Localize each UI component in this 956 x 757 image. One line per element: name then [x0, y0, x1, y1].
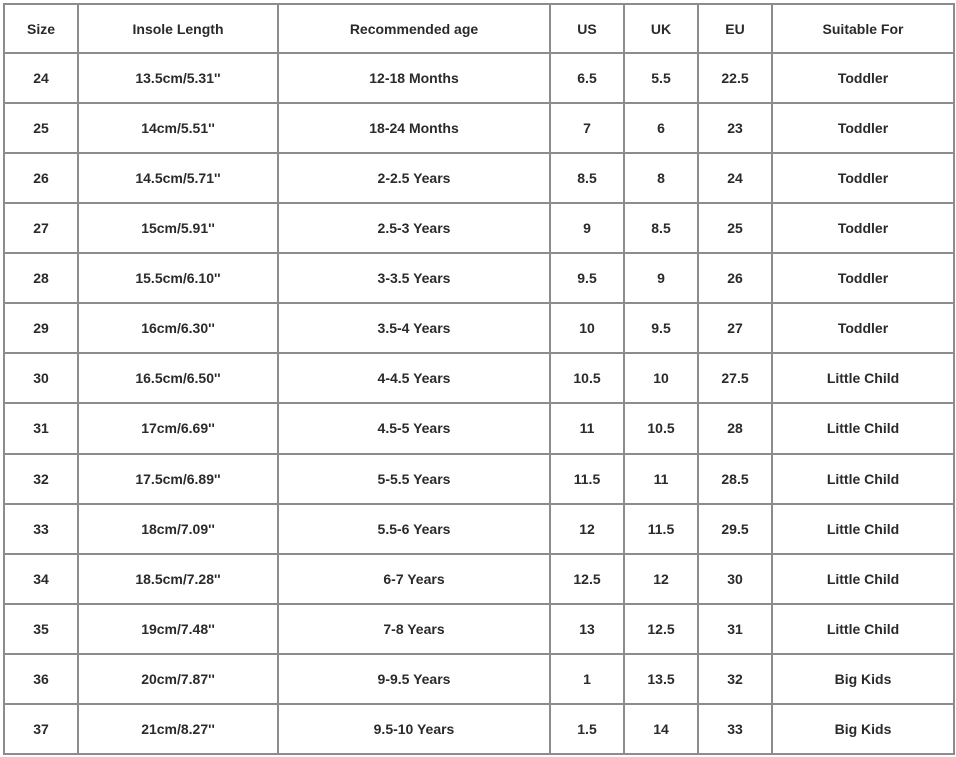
cell-eu: 23	[698, 103, 772, 153]
cell-insole-length: 16cm/6.30''	[78, 303, 278, 353]
cell-suitable-for: Little Child	[772, 403, 954, 453]
cell-insole-length: 14cm/5.51''	[78, 103, 278, 153]
header-insole-length: Insole Length	[78, 4, 278, 53]
cell-size: 36	[4, 654, 78, 704]
cell-insole-length: 18cm/7.09''	[78, 504, 278, 554]
cell-suitable-for: Little Child	[772, 353, 954, 403]
cell-size: 35	[4, 604, 78, 654]
cell-suitable-for: Toddler	[772, 253, 954, 303]
cell-uk: 14	[624, 704, 698, 754]
cell-size: 24	[4, 53, 78, 103]
cell-us: 13	[550, 604, 624, 654]
cell-us: 12.5	[550, 554, 624, 604]
cell-suitable-for: Toddler	[772, 53, 954, 103]
header-uk: UK	[624, 4, 698, 53]
cell-uk: 8.5	[624, 203, 698, 253]
cell-us: 1	[550, 654, 624, 704]
cell-insole-length: 15.5cm/6.10''	[78, 253, 278, 303]
cell-suitable-for: Toddler	[772, 103, 954, 153]
cell-suitable-for: Little Child	[772, 504, 954, 554]
cell-eu: 33	[698, 704, 772, 754]
cell-insole-length: 14.5cm/5.71''	[78, 153, 278, 203]
cell-insole-length: 16.5cm/6.50''	[78, 353, 278, 403]
header-eu: EU	[698, 4, 772, 53]
cell-us: 11.5	[550, 454, 624, 504]
header-size: Size	[4, 4, 78, 53]
cell-size: 28	[4, 253, 78, 303]
table-row	[4, 604, 954, 654]
cell-recommended-age: 3-3.5 Years	[278, 253, 550, 303]
table-header-row	[4, 4, 954, 53]
cell-eu: 25	[698, 203, 772, 253]
cell-suitable-for: Toddler	[772, 153, 954, 203]
cell-uk: 9	[624, 253, 698, 303]
cell-recommended-age: 9-9.5 Years	[278, 654, 550, 704]
cell-eu: 28	[698, 403, 772, 453]
table-row	[4, 203, 954, 253]
cell-eu: 30	[698, 554, 772, 604]
cell-us: 12	[550, 504, 624, 554]
cell-recommended-age: 18-24 Months	[278, 103, 550, 153]
table-row	[4, 353, 954, 403]
cell-insole-length: 17cm/6.69''	[78, 403, 278, 453]
cell-size: 31	[4, 403, 78, 453]
cell-eu: 31	[698, 604, 772, 654]
cell-uk: 12	[624, 554, 698, 604]
cell-us: 11	[550, 403, 624, 453]
cell-insole-length: 21cm/8.27''	[78, 704, 278, 754]
header-recommended-age: Recommended age	[278, 4, 550, 53]
table-row	[4, 253, 954, 303]
cell-insole-length: 17.5cm/6.89''	[78, 454, 278, 504]
table-row	[4, 554, 954, 604]
size-chart-table	[3, 3, 955, 755]
cell-uk: 12.5	[624, 604, 698, 654]
cell-suitable-for: Little Child	[772, 554, 954, 604]
cell-uk: 13.5	[624, 654, 698, 704]
cell-uk: 11.5	[624, 504, 698, 554]
table-row	[4, 504, 954, 554]
table-row	[4, 303, 954, 353]
cell-size: 34	[4, 554, 78, 604]
cell-recommended-age: 2.5-3 Years	[278, 203, 550, 253]
cell-us: 9	[550, 203, 624, 253]
cell-us: 7	[550, 103, 624, 153]
cell-recommended-age: 6-7 Years	[278, 554, 550, 604]
cell-eu: 27	[698, 303, 772, 353]
cell-uk: 9.5	[624, 303, 698, 353]
table-row	[4, 454, 954, 504]
cell-size: 26	[4, 153, 78, 203]
cell-recommended-age: 2-2.5 Years	[278, 153, 550, 203]
cell-eu: 28.5	[698, 454, 772, 504]
cell-size: 32	[4, 454, 78, 504]
cell-recommended-age: 4.5-5 Years	[278, 403, 550, 453]
cell-size: 30	[4, 353, 78, 403]
table-row	[4, 704, 954, 754]
cell-recommended-age: 5.5-6 Years	[278, 504, 550, 554]
cell-insole-length: 20cm/7.87''	[78, 654, 278, 704]
cell-uk: 6	[624, 103, 698, 153]
cell-insole-length: 15cm/5.91''	[78, 203, 278, 253]
cell-suitable-for: Toddler	[772, 303, 954, 353]
cell-uk: 5.5	[624, 53, 698, 103]
table-body	[4, 53, 954, 754]
header-suitable-for: Suitable For	[772, 4, 954, 53]
cell-us: 10	[550, 303, 624, 353]
cell-us: 6.5	[550, 53, 624, 103]
cell-recommended-age: 5-5.5 Years	[278, 454, 550, 504]
cell-us: 10.5	[550, 353, 624, 403]
cell-us: 1.5	[550, 704, 624, 754]
cell-size: 27	[4, 203, 78, 253]
table-row	[4, 103, 954, 153]
cell-insole-length: 13.5cm/5.31''	[78, 53, 278, 103]
cell-recommended-age: 4-4.5 Years	[278, 353, 550, 403]
cell-eu: 29.5	[698, 504, 772, 554]
cell-uk: 11	[624, 454, 698, 504]
cell-eu: 27.5	[698, 353, 772, 403]
header-us: US	[550, 4, 624, 53]
cell-eu: 26	[698, 253, 772, 303]
cell-eu: 22.5	[698, 53, 772, 103]
cell-recommended-age: 7-8 Years	[278, 604, 550, 654]
cell-suitable-for: Little Child	[772, 454, 954, 504]
cell-us: 9.5	[550, 253, 624, 303]
table-row	[4, 403, 954, 453]
cell-suitable-for: Little Child	[772, 604, 954, 654]
cell-eu: 24	[698, 153, 772, 203]
cell-suitable-for: Big Kids	[772, 704, 954, 754]
table-row	[4, 153, 954, 203]
cell-suitable-for: Big Kids	[772, 654, 954, 704]
cell-size: 29	[4, 303, 78, 353]
cell-size: 33	[4, 504, 78, 554]
cell-recommended-age: 3.5-4 Years	[278, 303, 550, 353]
cell-recommended-age: 12-18 Months	[278, 53, 550, 103]
cell-uk: 8	[624, 153, 698, 203]
table-row	[4, 53, 954, 103]
cell-us: 8.5	[550, 153, 624, 203]
cell-size: 37	[4, 704, 78, 754]
cell-eu: 32	[698, 654, 772, 704]
cell-suitable-for: Toddler	[772, 203, 954, 253]
table-row	[4, 654, 954, 704]
cell-insole-length: 19cm/7.48''	[78, 604, 278, 654]
cell-size: 25	[4, 103, 78, 153]
cell-insole-length: 18.5cm/7.28''	[78, 554, 278, 604]
cell-uk: 10	[624, 353, 698, 403]
cell-recommended-age: 9.5-10 Years	[278, 704, 550, 754]
cell-uk: 10.5	[624, 403, 698, 453]
